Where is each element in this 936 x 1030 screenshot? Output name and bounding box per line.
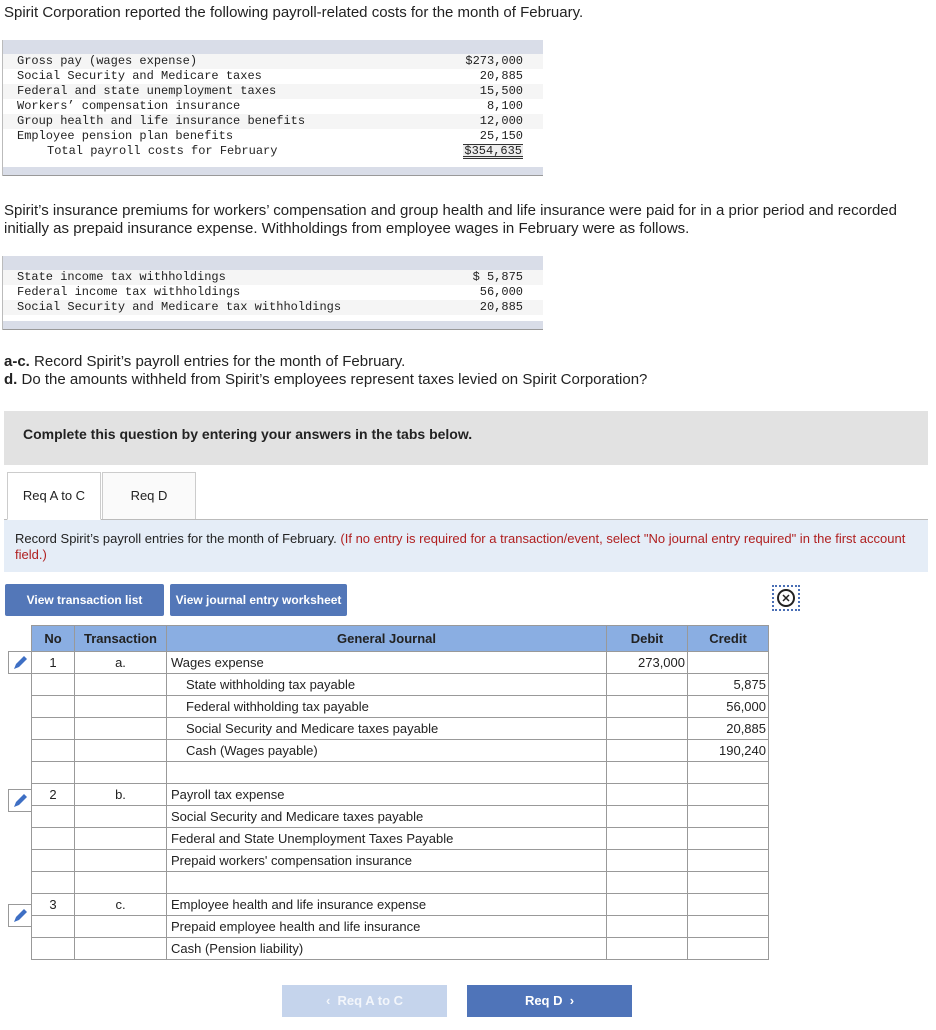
requirement-d xyxy=(4,371,647,389)
view-transaction-list-button[interactable]: View transaction list xyxy=(5,584,164,616)
journal-row xyxy=(32,872,769,894)
transaction xyxy=(75,850,167,872)
entry-no xyxy=(32,916,75,938)
req-d-text: Do the amounts withheld from Spirit’s employees represent taxes levied on Spirit Corporation? xyxy=(17,371,648,388)
close-button[interactable] xyxy=(772,585,800,611)
transaction xyxy=(75,916,167,938)
entry-no: 1 xyxy=(32,652,75,674)
account: Employee health and life insurance expense xyxy=(167,894,607,916)
account: Payroll tax expense xyxy=(167,784,607,806)
entry-no xyxy=(32,762,75,784)
journal-row xyxy=(32,938,769,960)
credit xyxy=(688,916,769,938)
transaction xyxy=(75,828,167,850)
row-label: Federal and state unemployment taxes xyxy=(17,84,277,98)
journal-row xyxy=(32,674,769,696)
header-credit: Credit xyxy=(688,626,769,652)
header-transaction: Transaction xyxy=(75,626,167,652)
pencil-icon xyxy=(9,905,31,927)
header-no: No xyxy=(32,626,75,652)
entry-no xyxy=(32,718,75,740)
debit xyxy=(607,850,688,872)
edit-entry-button[interactable] xyxy=(8,904,31,927)
entry-no xyxy=(32,696,75,718)
journal-row xyxy=(32,784,769,806)
next-label: Req D xyxy=(524,993,563,1008)
req-ac-label: a-c. xyxy=(4,353,30,370)
debit xyxy=(607,938,688,960)
credit: 5,875 xyxy=(688,674,769,696)
transaction xyxy=(75,718,167,740)
row-amount: 56,000 xyxy=(479,285,523,299)
account: Cash (Pension liability) xyxy=(167,938,607,960)
debit xyxy=(607,784,688,806)
entry-no xyxy=(32,674,75,696)
journal-row xyxy=(32,740,769,762)
chevron-right-icon: › xyxy=(562,993,575,1008)
row-label: Federal income tax withholdings xyxy=(17,285,241,299)
row-label: State income tax withholdings xyxy=(17,270,226,284)
debit xyxy=(607,828,688,850)
header-debit: Debit xyxy=(607,626,688,652)
view-journal-entry-worksheet-button[interactable]: View journal entry worksheet xyxy=(170,584,347,616)
pencil-icon xyxy=(9,790,31,812)
entry-no xyxy=(32,872,75,894)
journal-row xyxy=(32,652,769,674)
edit-entry-button[interactable] xyxy=(8,789,31,812)
row-label: Social Security and Medicare tax withholdings xyxy=(17,300,342,314)
transaction xyxy=(75,806,167,828)
account: Prepaid workers' compensation insurance xyxy=(167,850,607,872)
row-amount: 20,885 xyxy=(479,300,523,314)
complete-text: Complete this question by entering your answers in the tabs below. xyxy=(23,426,473,442)
data-row xyxy=(3,114,543,129)
req-d-label: d. xyxy=(4,371,18,388)
intro-text: Spirit Corporation reported the following payroll-related costs for the month of February. xyxy=(4,4,584,21)
debit xyxy=(607,674,688,696)
journal-row xyxy=(32,894,769,916)
journal-row xyxy=(32,696,769,718)
tab-req-a-to-c[interactable]: Req A to C xyxy=(7,472,101,520)
debit xyxy=(607,806,688,828)
journal-row xyxy=(32,718,769,740)
entry-no: 2 xyxy=(32,784,75,806)
data-row xyxy=(3,54,543,69)
entry-no xyxy=(32,828,75,850)
credit xyxy=(688,806,769,828)
data-row xyxy=(3,270,543,285)
credit xyxy=(688,872,769,894)
credit xyxy=(688,828,769,850)
credit: 56,000 xyxy=(688,696,769,718)
transaction xyxy=(75,674,167,696)
credit xyxy=(688,784,769,806)
journal-row xyxy=(32,828,769,850)
row-label: Group health and life insurance benefits xyxy=(17,114,306,128)
account xyxy=(167,872,607,894)
close-circle-icon xyxy=(774,587,798,609)
debit xyxy=(607,718,688,740)
account: Social Security and Medicare taxes payable xyxy=(167,718,607,740)
transaction xyxy=(75,872,167,894)
transaction xyxy=(75,762,167,784)
transaction xyxy=(75,740,167,762)
edit-entry-button[interactable] xyxy=(8,651,31,674)
instruction-text: Record Spirit’s payroll entries for the month of February. xyxy=(15,531,337,546)
entry-no xyxy=(32,740,75,762)
account: Social Security and Medicare taxes payable xyxy=(167,806,607,828)
entry-no: 3 xyxy=(32,894,75,916)
chevron-left-icon: ‹ xyxy=(325,993,338,1008)
debit xyxy=(607,916,688,938)
account: Prepaid employee health and life insurance xyxy=(167,916,607,938)
journal-row xyxy=(32,850,769,872)
debit xyxy=(607,872,688,894)
account: Federal and State Unemployment Taxes Payable xyxy=(167,828,607,850)
debit xyxy=(607,894,688,916)
pencil-icon xyxy=(9,652,31,674)
row-amount: 12,000 xyxy=(479,114,523,128)
journal-row xyxy=(32,806,769,828)
debit xyxy=(607,696,688,718)
journal-row xyxy=(32,762,769,784)
tab-req-d[interactable]: Req D xyxy=(102,472,196,520)
row-amount: 20,885 xyxy=(479,69,523,83)
data-row xyxy=(3,69,543,84)
row-label: Workers’ compensation insurance xyxy=(17,99,241,113)
data-row xyxy=(3,129,543,144)
data-row xyxy=(3,99,543,114)
data-row xyxy=(3,285,543,300)
instruction-box xyxy=(4,519,928,572)
requirement-ac xyxy=(4,353,405,371)
transaction: b. xyxy=(75,784,167,806)
credit xyxy=(688,850,769,872)
credit xyxy=(688,762,769,784)
row-amount: 8,100 xyxy=(486,99,523,113)
total-label: Total payroll costs for February xyxy=(47,144,278,158)
entry-no xyxy=(32,850,75,872)
entry-no xyxy=(32,938,75,960)
req-ac-text: Record Spirit’s payroll entries for the month of February. xyxy=(29,353,406,370)
journal-row xyxy=(32,916,769,938)
header-general-journal: General Journal xyxy=(167,626,607,652)
row-amount: $273,000 xyxy=(465,54,523,68)
total-amount: $354,635 xyxy=(464,144,522,158)
credit xyxy=(688,938,769,960)
general-journal-table xyxy=(31,625,769,960)
debit: 273,000 xyxy=(607,652,688,674)
credit xyxy=(688,894,769,916)
next-req-d-button[interactable] xyxy=(467,985,632,1017)
account: Cash (Wages payable) xyxy=(167,740,607,762)
account: State withholding tax payable xyxy=(167,674,607,696)
transaction: c. xyxy=(75,894,167,916)
row-amount: $ 5,875 xyxy=(472,270,523,284)
prev-label: Req A to C xyxy=(337,993,404,1008)
credit xyxy=(688,652,769,674)
data-row xyxy=(3,300,543,315)
row-label: Gross pay (wages expense) xyxy=(17,54,198,68)
instructions-banner xyxy=(4,411,928,465)
transaction xyxy=(75,938,167,960)
account: Federal withholding tax payable xyxy=(167,696,607,718)
entry-no xyxy=(32,806,75,828)
payroll-costs-table xyxy=(2,40,543,176)
debit xyxy=(607,740,688,762)
prev-req-a-to-c-button[interactable] xyxy=(282,985,447,1017)
insurance-paragraph: Spirit’s insurance premiums for workers’ compensation and group health and life insurance were paid for in a prior period and recorded initially as prepaid insurance expense. Withholdings from employee wages in February were as follows. xyxy=(4,202,897,237)
instruction-note: (If no entry is required for a transaction/event, select "No journal entry required" in the first account field.) xyxy=(15,531,906,562)
data-row xyxy=(3,84,543,99)
account: Wages expense xyxy=(167,652,607,674)
row-amount: 25,150 xyxy=(479,129,523,143)
row-label: Social Security and Medicare taxes xyxy=(17,69,262,83)
credit: 190,240 xyxy=(688,740,769,762)
debit xyxy=(607,762,688,784)
row-amount: 15,500 xyxy=(479,84,523,98)
transaction xyxy=(75,696,167,718)
account xyxy=(167,762,607,784)
credit: 20,885 xyxy=(688,718,769,740)
transaction: a. xyxy=(75,652,167,674)
row-label: Employee pension plan benefits xyxy=(17,129,234,143)
withholdings-table xyxy=(2,256,543,330)
